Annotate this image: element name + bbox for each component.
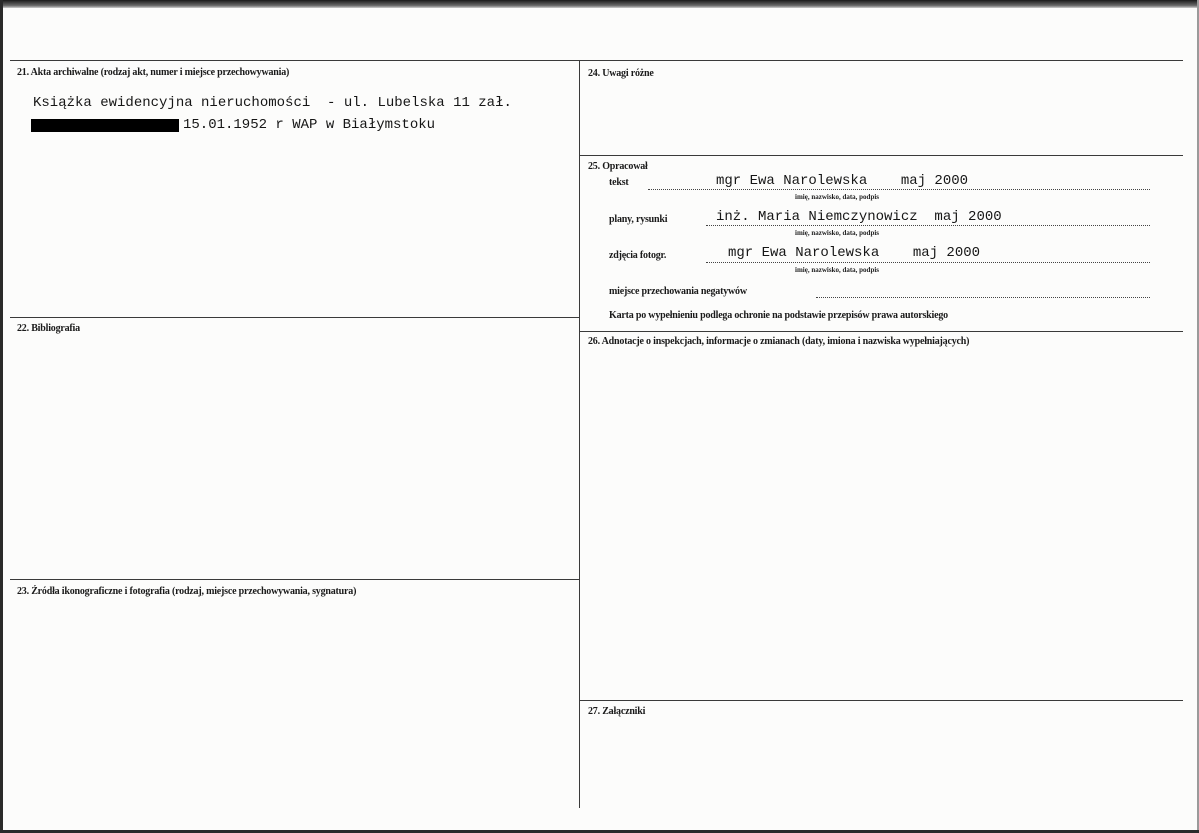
text-author-value: mgr Ewa Narolewska maj 2000 [716,173,969,189]
negatives-location-line [816,297,1150,298]
redaction-bar [31,119,179,132]
divider-22-23 [10,579,580,580]
plans-author-line [706,225,1150,226]
photo-author-value: mgr Ewa Narolewska maj 2000 [728,245,981,261]
field-27-label: 27. Załączniki [588,706,646,717]
divider-21-22 [10,317,580,318]
scan-left-edge [0,0,3,833]
scan-top-edge [0,0,1199,8]
plans-author-hint: imię, nazwisko, data, podpis [795,229,880,237]
field-24-label: 24. Uwagi różne [588,68,654,79]
divider-25-26 [579,331,1183,332]
plans-author-value: inż. Maria Niemczynowicz maj 2000 [716,209,1002,225]
center-divider [579,60,580,808]
divider-26-27 [579,700,1183,701]
text-author-line [648,189,1150,190]
plans-author-label: plany, rysunki [609,214,668,225]
field-21-line-2: 15.01.1952 r WAP w Białymstoku [183,117,436,133]
top-rule [10,60,1183,61]
text-author-hint: imię, nazwisko, data, podpis [795,193,880,201]
divider-24-25 [579,155,1183,156]
field-21-line-1: Książka ewidencyjna nieruchomości - ul. Lubelska 11 zał. [33,95,512,111]
field-25-label: 25. Opracował [588,161,648,172]
negatives-location-label: miejsce przechowania negatywów [609,286,747,297]
field-21-label: 21. Akta archiwalne (rodzaj akt, numer i miejsce przechowywania) [17,67,290,78]
copyright-note: Karta po wypełnieniu podlega ochronie na podstawie przepisów prawa autorskiego [609,310,948,321]
photo-author-label: zdjęcia fotogr. [609,250,667,261]
photo-author-hint: imię, nazwisko, data, podpis [795,266,880,274]
text-author-label: tekst [609,177,629,188]
field-22-label: 22. Bibliografia [17,323,80,334]
field-26-label: 26. Adnotacje o inspekcjach, informacje o zmianach (daty, imiona i nazwiska wypełniających) [588,336,970,347]
field-23-label: 23. Źródła ikonograficzne i fotografia (rodzaj, miejsce przechowywania, sygnatura) [17,586,357,597]
photo-author-line [706,262,1150,263]
